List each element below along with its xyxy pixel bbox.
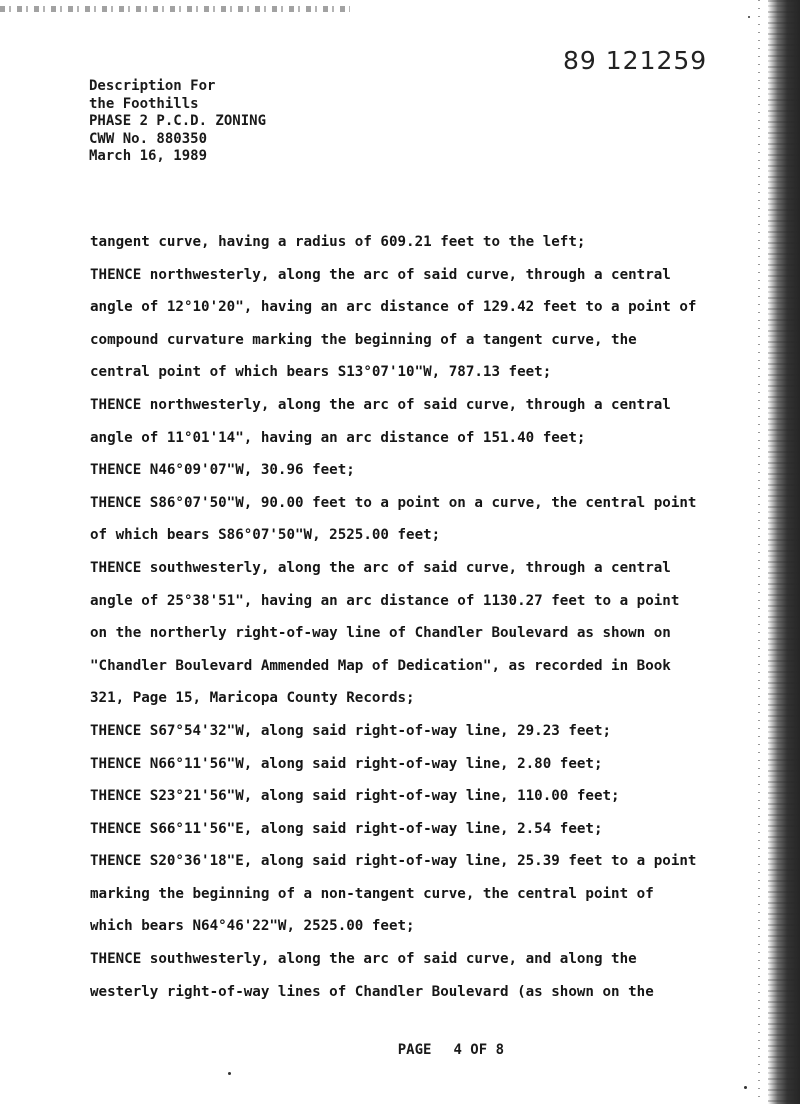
body-line: THENCE S86°07'50"W, 90.00 feet to a point on a curve, the central point (90, 494, 697, 511)
body-line: "Chandler Boulevard Ammended Map of Dedication", as recorded in Book (90, 657, 671, 674)
scan-speck (744, 1086, 747, 1089)
legal-description-body (90, 226, 780, 1008)
body-line: angle of 11°01'14", having an arc distance of 151.40 feet; (90, 429, 586, 446)
body-line: THENCE S66°11'56"E, along said right-of-way line, 2.54 feet; (90, 820, 603, 837)
scan-artifact-top (0, 6, 350, 12)
header-line: Description For (89, 78, 216, 94)
body-line: THENCE S23°21'56"W, along said right-of-way line, 110.00 feet; (90, 788, 620, 805)
header-line: March 16, 1989 (89, 148, 208, 164)
body-line: 321, Page 15, Maricopa County Records; (90, 690, 415, 707)
description-header (89, 78, 266, 166)
scan-speck (748, 16, 750, 18)
body-line: THENCE S67°54'32"W, along said right-of-way line, 29.23 feet; (90, 722, 612, 739)
page-footer (364, 1026, 504, 1074)
body-line: of which bears S86°07'50"W, 2525.00 feet; (90, 527, 441, 544)
body-line: on the northerly right-of-way line of Chandler Boulevard as shown on (90, 625, 671, 642)
body-line: THENCE northwesterly, along the arc of said curve, through a central (90, 396, 671, 413)
body-line: which bears N64°46'22"W, 2525.00 feet; (90, 918, 415, 935)
body-line: THENCE southwesterly, along the arc of said curve, through a central (90, 559, 671, 576)
body-line: THENCE S20°36'18"E, along said right-of-way line, 25.39 feet to a point (90, 853, 697, 870)
body-line: angle of 25°38'51", having an arc distance of 1130.27 feet to a point (90, 592, 680, 609)
document-number: 89 121259 (563, 46, 708, 75)
body-line: THENCE N66°11'56"W, along said right-of-way line, 2.80 feet; (90, 755, 603, 772)
body-line: THENCE southwesterly, along the arc of said curve, and along the (90, 951, 637, 968)
page-number: 4 OF 8 (453, 1042, 505, 1058)
body-line: marking the beginning of a non-tangent curve, the central point of (90, 885, 654, 902)
body-line: THENCE N46°09'07"W, 30.96 feet; (90, 462, 355, 479)
body-line: angle of 12°10'20", having an arc distance of 129.42 feet to a point of (90, 299, 697, 316)
scan-speck (228, 1072, 231, 1075)
header-line: PHASE 2 P.C.D. ZONING (89, 113, 267, 129)
header-line: CWW No. 880350 (89, 130, 208, 147)
body-line: compound curvature marking the beginning of a tangent curve, the (90, 331, 637, 348)
body-line: westerly right-of-way lines of Chandler Boulevard (as shown on the (90, 983, 654, 1000)
body-line: THENCE northwesterly, along the arc of said curve, through a central (90, 266, 671, 283)
page-label: PAGE (397, 1042, 432, 1058)
header-line: the Foothills (89, 95, 199, 112)
body-line: tangent curve, having a radius of 609.21 feet to the left; (90, 234, 586, 250)
body-line: central point of which bears S13°07'10"W, 787.13 feet; (90, 364, 552, 381)
